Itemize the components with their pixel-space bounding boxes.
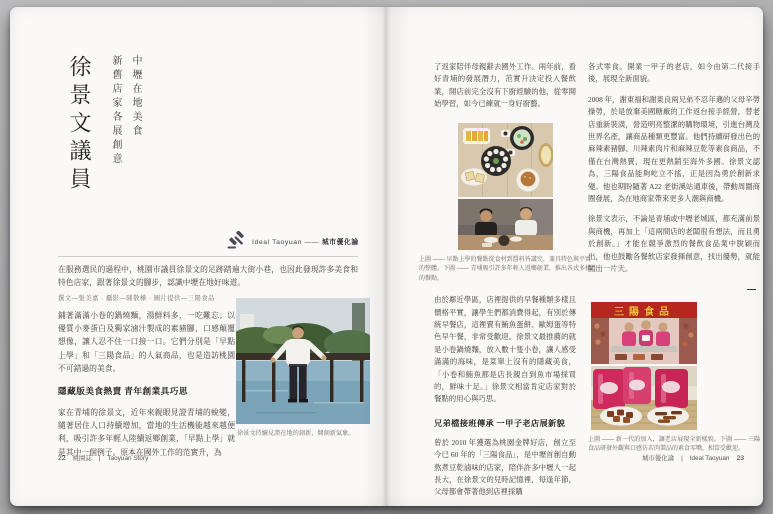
open-magazine [10, 7, 763, 506]
body-paragraph: 了返家陪伴母親辭去國外工作。兩年前，看好青埔的發展潛力，范實升決定投入餐飲業，開店前完全沒有下廚經驗的他，從零開始學習，如今已練就一身好廚藝。 [434, 62, 576, 109]
article-subtitle-line1: 中壢在地美食 [130, 55, 141, 139]
section-label-en: Ideal Taoyuan [252, 239, 303, 246]
footer-separator: | [681, 455, 683, 462]
article-vertical-title-block [64, 55, 148, 290]
divider-line [58, 256, 358, 257]
body-paragraph: 鋪著滿滿小卷的鍋燒麵，湯鮮料多，一吃難忘；以優質小麥蛋白及獨家滷汁製成的素豬腳，口感顛覆想像，讓人忍不住一口接一口。它們分別是「早點上學」和「三陽食品」的人氣商品，也是造訪桃園不可錯過的美食。 [58, 311, 235, 373]
right-page-footer [588, 453, 744, 462]
section-heading: 兄弟檔接班傳承 一甲子老店展新貌 [434, 418, 566, 428]
section-heading: 隱藏版美食熱賣 青年創業具巧思 [58, 386, 188, 397]
body-paragraph: 徐景文表示，不論是青埔或中壢老城區，都充滿前景與商機，再加上「這兩間店的老闆很有想法，而且勇於創新。」才能在競爭激烈的餐飲食品業中脫穎而出，他也鼓勵各餐飲店家發揮創意，找出優勢，就能闖出一片天。 [588, 214, 760, 274]
photo-captions: 上圖 —— 早點上學的餐點從食材到醬料皆講究，兼具特色與平實的整體。下圖 —— 青埔吸引許多年輕人返鄉創業，推出各式多樣的餐點。 [419, 256, 591, 282]
shop-storefront-photo [591, 302, 697, 364]
article-end-mark: — [747, 283, 756, 294]
left-page-footer [58, 453, 148, 462]
left-body-column [58, 309, 235, 469]
body-paragraph: 由於鄰近學區，店裡提供的早餐種類多樣且價格平實，讓學生們都消費得起，有別於傳統早餐店，這裡賣有鮪魚蛋餅、歐姆蛋等特色早午餐，非常受歡迎。徐景文最推薦的就是小卷鍋燒麵，放入數十隻小卷，讓人感受滿滿的海味，是菜單上沒有的隱藏美食，「小卷和鮪魚都是店長親自到魚市場採買的，鮮味十足。」徐景文相當肯定店家對於餐點的用心與巧思。 [434, 295, 576, 404]
body-paragraph: 各式零食。開業一甲子的老店，如今由第二代接手後，展現全新面貌。 [588, 62, 760, 84]
right-column-2 [588, 61, 760, 465]
section-label-zh: 城市優化論 [321, 239, 359, 246]
shop-photo-stack [591, 302, 697, 430]
snack-products-photo [591, 366, 697, 430]
credits-line: 撰文—張美嘉 · 攝影—陳敬樺 · 圖片提供—三陽食品 [58, 295, 215, 302]
section-label [252, 236, 359, 246]
footer-section-name-en: Ideal Taoyuan [689, 455, 730, 462]
photo-caption: 徐景文持續見證在地的創新，開創新氣象。 [237, 430, 355, 437]
article-subtitle-line2: 新舊店家各展創意 [110, 55, 121, 167]
body-paragraph: 家在青埔的徐景文，近年來親眼見證青埔的蛻變，隨著居住人口持續增加，當地的生活機能越來越便利，吸引許多年輕人陸續返鄉創業，「早點上學」就是其中一個例子。原本在國外工作的范實升，為 [58, 408, 235, 457]
body-paragraph: 2008 年，謝東福和謝東良兩兄弟不忍年邁的父母辛勞操勞，於是放棄美國糖廠的工作返台接手經營，替老店重新裝潢，營造明亮整潔的購物環境，引進台灣及世界名產，讓商品種類更豐富。他們持續研發出色的麻辣素豬腳、川辣素肉片和麻辣豆乾等素食商品，不僅在台灣熱賣，現在更熱銷至海外多國。徐景文認為，三陽食品能夠屹立不搖，正是因為勇於創新求變。他也期盼隨著 A22 老街溪站通車後，帶動周圍商圈發展，為在地商家帶來更多人潮與商機。 [588, 94, 760, 204]
right-column-1 [419, 61, 591, 507]
footer-separator: | [98, 455, 101, 462]
section-header [226, 231, 359, 251]
restaurant-photo-stack [458, 123, 553, 250]
footer-section-name-zh: 城市優化論 [642, 455, 675, 462]
page-title: 徐景文議員 [67, 55, 92, 195]
intro-paragraph: 在服務選民的過程中，桃園市議員徐景文的足跡踏遍大街小巷，也因此發現許多美食和特色店家，跟著徐景文的腳步，認識中壢在地好味道。 [58, 265, 358, 287]
section-label-dash: —— [304, 239, 320, 246]
gavel-icon [226, 231, 246, 251]
shop-photo-captions: 上圖 —— 新一代的加入，讓老店展現全新樣貌。下圖 —— 三陽食品研發外觀與口感仿若肉製品的素食零嘴，相當受歡迎。 [588, 436, 760, 452]
footer-magazine-name-en: Taoyuan Story [107, 455, 149, 462]
page-number: 22 [58, 455, 66, 462]
food-spread-photo [458, 123, 553, 197]
body-paragraph: 曾於 2010 年獲選為桃園金牌好店，創立至今已 60 年的「三陽食品」，是中壢首創自動熬煮豆乾滷味的店家，陪伴許多中壢人一起長大，在徐景文的兒時記憶裡，每逢年節，父母都會帶著他到店裡採購 [434, 437, 576, 497]
footer-magazine-name: 桃園誌 [72, 455, 92, 462]
shop-sign-text: 三陽食品 [614, 306, 674, 318]
page-number: 23 [736, 455, 744, 462]
interview-photo [458, 199, 553, 250]
councilor-lakeside-photo [236, 298, 370, 424]
